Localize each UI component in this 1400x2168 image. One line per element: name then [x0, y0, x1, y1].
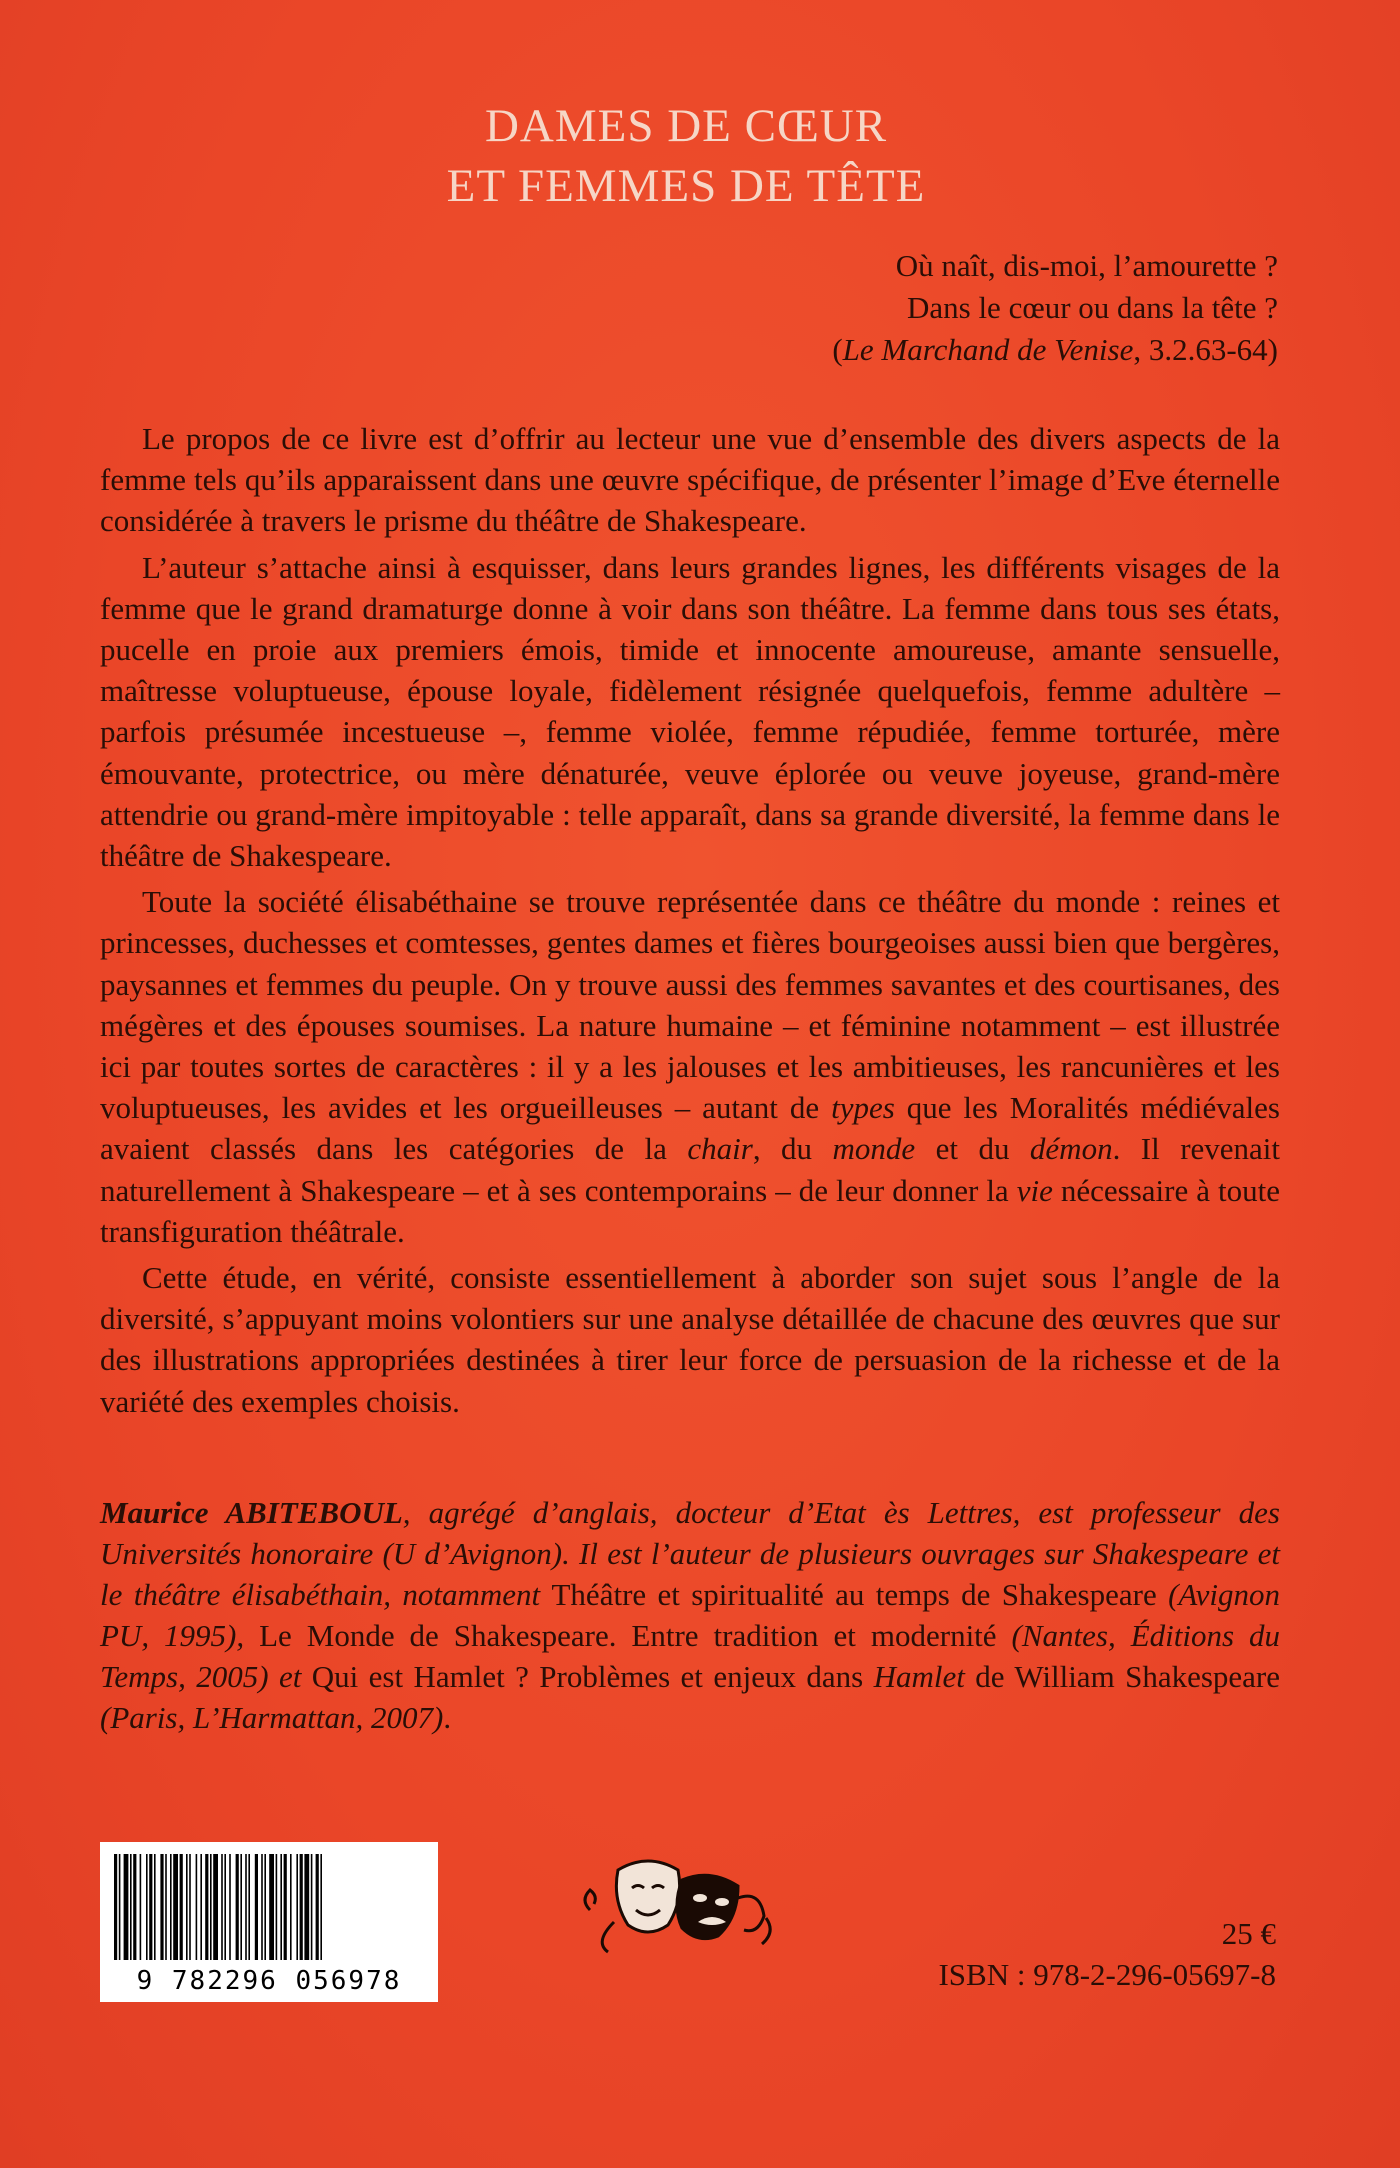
epigraph-source-open: (	[832, 332, 843, 367]
blurb-text	[100, 418, 1280, 1427]
epigraph	[578, 245, 1278, 371]
p3-em-vie: vie	[1016, 1172, 1053, 1208]
isbn-barcode	[100, 1842, 438, 2002]
author-bio-text: , agrégé d’anglais, docteur d’Etat ès Lettres, est professeur des Universités honoraire (U d’Avignon). Il est l’auteur de plusieurs ouvrages sur Shakespeare et le théâtre élisabéthain, notamment	[100, 1495, 1280, 1612]
p3-text-4: et du	[915, 1131, 1030, 1167]
blurb-paragraph-2: L’auteur s’attache ainsi à esquisser, dans leurs grandes lignes, les différents visages de la femme que le grand dramaturge donne à voir dans son théâtre. La femme dans tous ses états, pucelle en proie aux premiers émois, timide et innocente amoureuse, amante sensuelle, maîtresse voluptueuse, épouse loyale, fidèlement résignée quelquefois, femme adultère – parfois présumée incestueuse –, femme violée, femme répudiée, femme torturée, mère émouvante, protectrice, ou mère dénaturée, veuve éplorée ou veuve joyeuse, grand-mère attendrie ou grand-mère impitoyable : telle apparaît, dans sa grande diversité, la femme dans le théâtre de Shakespeare.	[100, 549, 1280, 874]
epigraph-source	[578, 329, 1278, 371]
book-title	[0, 96, 1372, 216]
theatre-masks-icon	[570, 1840, 800, 1965]
p3-em-types: types	[831, 1090, 895, 1126]
barcode-bars	[114, 1854, 424, 1960]
price: 25 €	[1221, 1916, 1276, 1951]
barcode-digits: 9 782296 056978	[136, 1966, 402, 1996]
blurb-paragraph-3	[100, 881, 1280, 1252]
p3-text-2: que les Moralités médiévales avaient classés dans les catégories de la	[100, 1090, 1280, 1167]
author-book-3c: de William Shakespeare	[964, 1659, 1281, 1694]
author-book-2: Le Monde de Shakespeare. Entre tradition et modernité	[259, 1618, 997, 1653]
author-book-1: Théâtre et spiritualité au temps de Shakespeare	[551, 1577, 1157, 1612]
author-pub-1: (Avignon PU, 1995),	[100, 1577, 1280, 1653]
author-book-3b: Hamlet	[873, 1659, 965, 1694]
author-name: Maurice ABITEBOUL	[100, 1495, 403, 1530]
isbn-number: ISBN : 978-2-296-05697-8	[938, 1957, 1276, 1992]
blurb-paragraph-4: Cette étude, en vérité, consiste essentiellement à aborder son sujet sous l’angle de la diversité, s’appuyant moins volontiers sur une analyse détaillée de chacune des œuvres que sur des illustrations appropriées destinées à tirer leur force de persuasion de la richesse et de la variété des exemples choisis.	[100, 1260, 1280, 1419]
author-pub-2: (Nantes, Éditions du Temps, 2005) et	[100, 1618, 1280, 1694]
author-pub-3: (Paris, L’Harmattan, 2007)	[100, 1700, 444, 1735]
p3-em-monde: monde	[832, 1131, 916, 1167]
epigraph-source-ref: , 3.2.63-64)	[1133, 332, 1278, 367]
p3-em-chair: chair	[687, 1131, 753, 1167]
epigraph-line-1: Où naît, dis-moi, l’amourette ?	[895, 248, 1278, 283]
epigraph-source-title: Le Marchand de Venise	[842, 332, 1134, 367]
author-bio	[100, 1492, 1280, 1738]
title-line-2: ET FEMMES DE TÊTE	[446, 160, 926, 212]
author-end: .	[443, 1700, 452, 1735]
blurb-paragraph-1: Le propos de ce livre est d’offrir au lecteur une vue d’ensemble des divers aspects de la femme tels qu’ils apparaissent dans une œuvre spécifique, de présenter l’image d’Eve éternelle considérée à travers le prisme du théâtre de Shakespeare.	[100, 421, 1280, 539]
p3-em-demon: démon	[1029, 1131, 1113, 1167]
title-line-1: DAMES DE CŒUR	[484, 100, 888, 152]
p3-text-1: Toute la société élisabéthaine se trouve représentée dans ce théâtre du monde : reines et princesses, duchesses et comtesses, gentes dames et fières bourgeoises aussi bien que bergères, paysannes et femmes du peuple. On y trouve aussi des femmes savantes et des courtisanes, des mégères et des épouses soumises. La nature humaine – et féminine notamment – est illustrée ici par toutes sortes de caractères : il y a les jalouses et les ambitieuses, les rancunières et les voluptueuses, les avides et les orgueilleuses – autant de	[100, 884, 1280, 1126]
author-book-3a: Qui est Hamlet ? Problèmes et enjeux dans	[311, 1659, 874, 1694]
epigraph-line-2: Dans le cœur ou dans la tête ?	[906, 290, 1278, 325]
p3-text-6: nécessaire à toute transfiguration théâtrale.	[100, 1172, 1281, 1249]
p3-text-3: , du	[752, 1131, 833, 1167]
p3-text-5: . Il revenait naturellement à Shakespeare – et à ses contemporains – de leur donner la	[100, 1131, 1281, 1208]
